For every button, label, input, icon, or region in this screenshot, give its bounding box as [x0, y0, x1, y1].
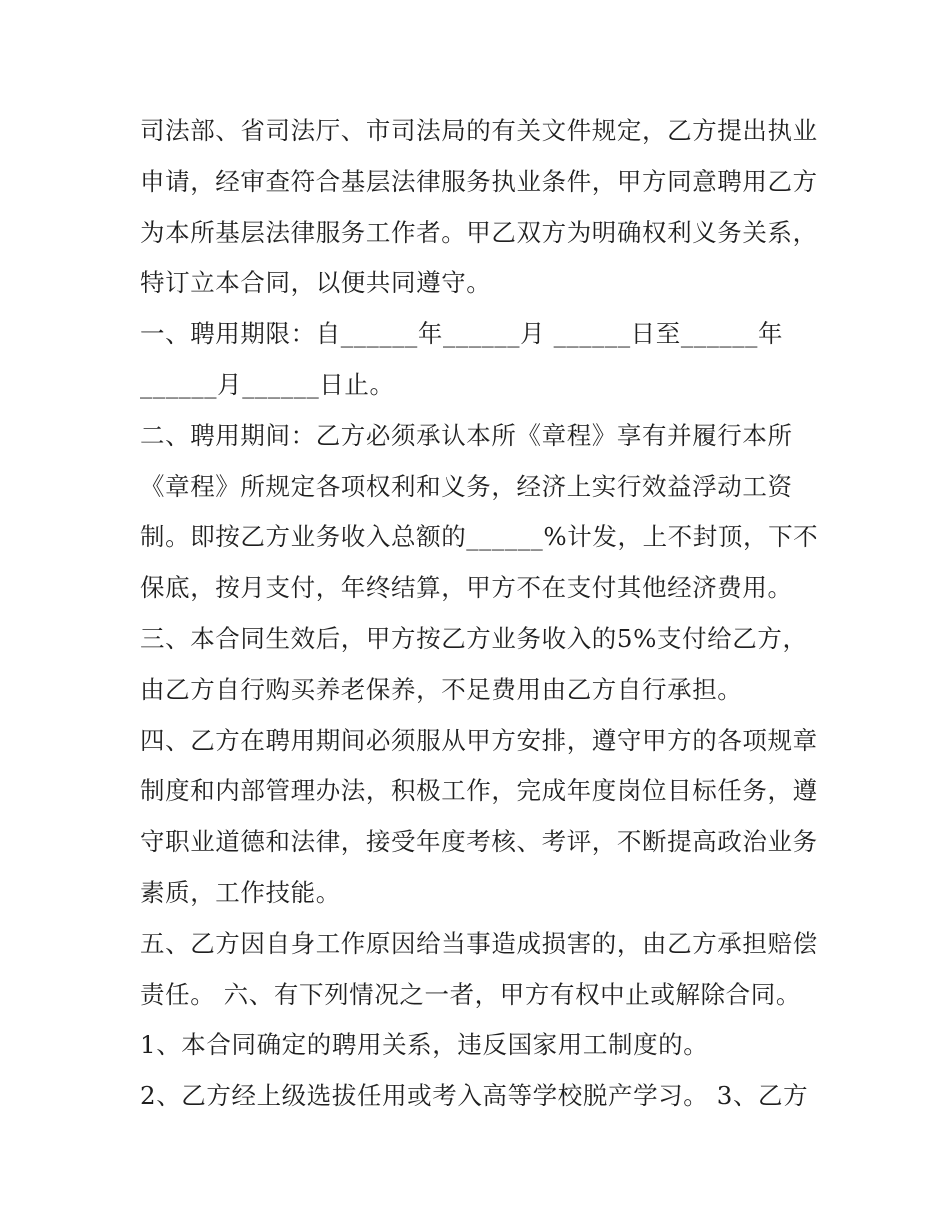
- text-line: 守职业道德和法律，接受年度考核、考评，不断提高政治业务: [140, 827, 818, 857]
- text-line: 制。即按乙方业务收入总额的______%计发，上不封顶，下不: [140, 522, 819, 552]
- text-line: 保底，按月支付，年终结算，甲方不在支付其他经济费用。: [140, 573, 793, 603]
- text-line: 为本所基层法律服务工作者。甲乙双方为明确权利义务关系，: [140, 217, 818, 247]
- text-line: 《章程》所规定各项权利和义务，经济上实行效益浮动工资: [140, 471, 793, 501]
- contract-body-text: [140, 106, 820, 1122]
- text-line: 2、乙方经上级选拔任用或考入高等学校脱产学习。 3、乙方: [140, 1081, 809, 1111]
- text-line: 制度和内部管理办法，积极工作，完成年度岗位目标任务，遵: [140, 776, 818, 806]
- text-line: 特订立本合同，以便共同遵守。: [140, 268, 492, 298]
- text-line: 四、乙方在聘用期间必须服从甲方安排，遵守甲方的各项规章: [140, 725, 818, 755]
- text-line: 五、乙方因自身工作原因给当事造成损害的，由乙方承担赔偿: [140, 928, 818, 958]
- text-line: 一、聘用期限：自______年______月 ______日至______年: [140, 319, 784, 349]
- text-line: 申请，经审查符合基层法律服务执业条件，甲方同意聘用乙方: [140, 166, 818, 196]
- text-line: 1、本合同确定的聘用关系，违反国家用工制度的。: [140, 1030, 709, 1060]
- text-line: ______月______日止。: [140, 369, 395, 399]
- text-line: 司法部、省司法厅、市司法局的有关文件规定，乙方提出执业: [140, 116, 818, 145]
- text-line: 责任。 六、有下列情况之一者，甲方有权中止或解除合同。: [140, 979, 801, 1009]
- text-line: 由乙方自行购买养老保养，不足费用由乙方自行承担。: [140, 674, 743, 704]
- text-line: 素质，工作技能。: [140, 877, 341, 907]
- text-line: 二、聘用期间：乙方必须承认本所《章程》享有并履行本所: [140, 420, 793, 450]
- text-line: 三、本合同生效后，甲方按乙方业务收入的5%支付给乙方，: [140, 623, 808, 653]
